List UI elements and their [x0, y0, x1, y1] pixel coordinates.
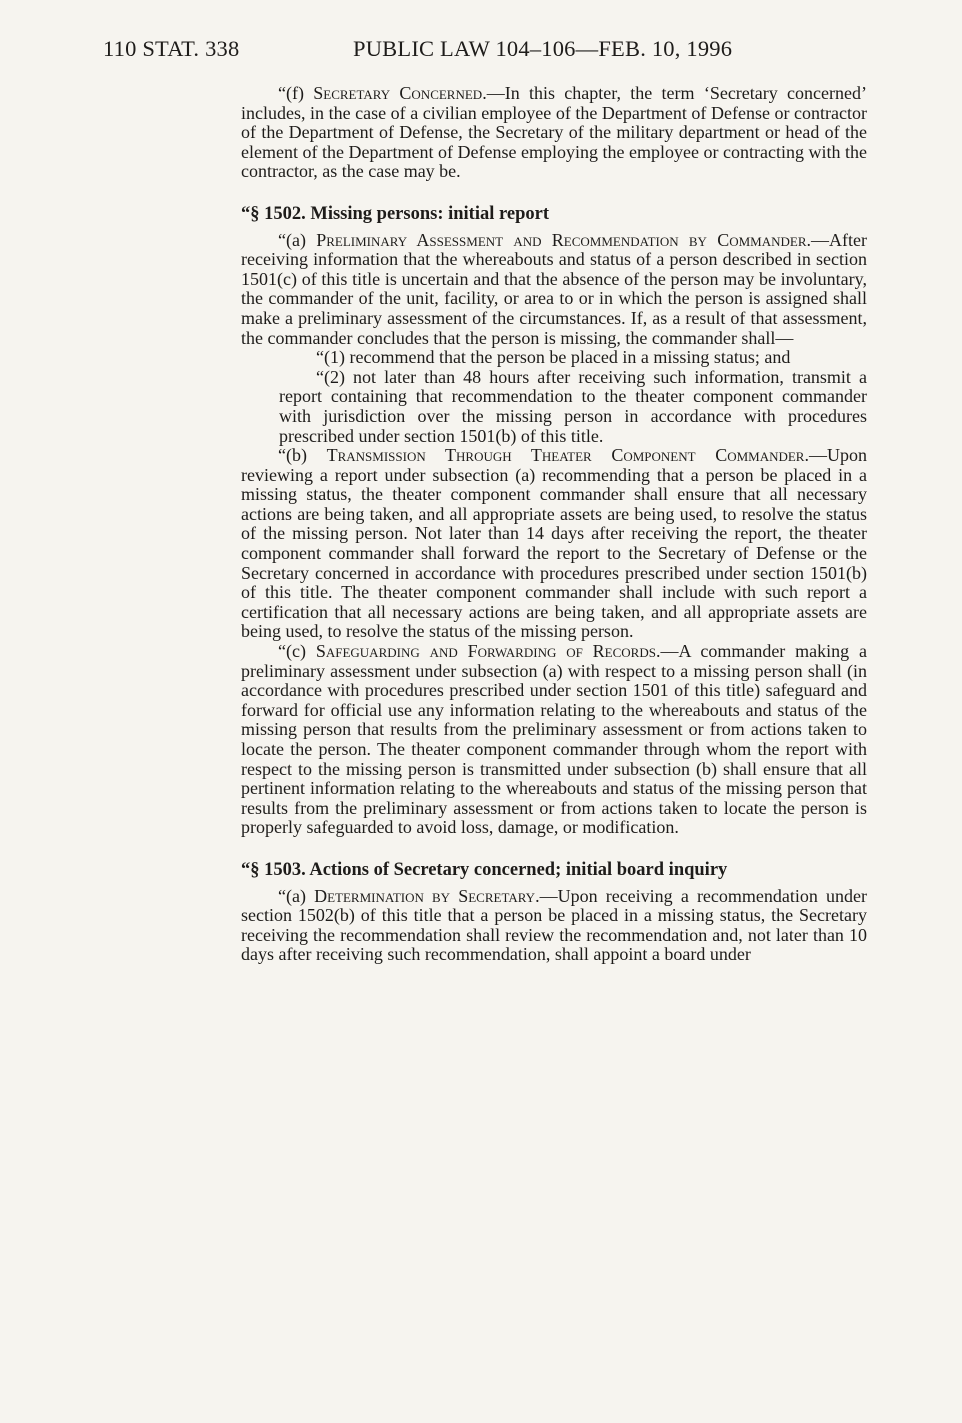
- public-law-title: PUBLIC LAW 104–106—FEB. 10, 1996: [353, 36, 733, 61]
- subparagraph-1502-a-2: “(2) not later than 48 hours after receiving such information, transmit a report containing that recommendation to the theater component commander with jurisdiction over the missing person in accordance with procedures prescribed under section 1501(b) of this title.: [279, 366, 867, 446]
- paragraph-heading: Preliminary Assessment and Recommendation by Commander.: [316, 229, 812, 250]
- paragraph-f-secretary-concerned: [241, 84, 867, 182]
- paragraph-label: “(b): [278, 445, 327, 466]
- paragraph-heading: Secretary Concerned.: [313, 83, 487, 103]
- paragraph-label: “(c): [278, 641, 316, 662]
- section-1503-heading: “§ 1503. Actions of Secretary concerned; initial board inquiry: [241, 859, 728, 880]
- document-body: [241, 84, 867, 965]
- subparagraph-1502-a-1: “(1) recommend that the person be placed in a missing status; and: [316, 347, 791, 368]
- paragraph-heading: Safeguarding and Forwarding of Records.: [315, 641, 661, 662]
- paragraph-text: —Upon reviewing a report under subsection (a) recommending that a person be placed in a missing status, the theater component commander shall ensure that all necessary actions are being taken, and all appropriate assets are being used, to resolve the status of the missing person. Not later than 14 days after receiving the report, the theater component commander shall forward the report to the Secretary of Defense or the Secretary concerned in accordance with procedures prescribed under section 1501(b) of this title. The theater component commander shall include with such report a certification that all necessary actions are being taken, and all appropriate assets are being used, to resolve the status of the missing person.: [241, 445, 867, 642]
- paragraph-text: —A commander making a preliminary assessment under subsection (a) with respect to a missing person shall (in accordance with procedures prescribed under section 1501 of this title) safeguard and forward for official use any information relating to the whereabouts and status of the missing person that results from the preliminary assessment or from actions taken to locate the person. The theater component commander through whom the report with respect to the missing person is transmitted under subsection (b) shall ensure that all pertinent information relating to the whereabouts and status of the missing person that results from the preliminary assessment or from actions taken to locate the person is properly safeguarded to avoid loss, damage, or modification.: [241, 641, 867, 838]
- page-header: [103, 36, 803, 66]
- paragraph-text: —After receiving information that the whereabouts and status of a person described in section 1501(c) of this title is uncertain and that the absence of the person may be involuntary, the commander of the unit, facility, or area to or in which the person is assigned shall make a preliminary assessment of the circumstances. If, as a result of that assessment, the commander concludes that the person is missing, the commander shall—: [241, 229, 867, 348]
- statute-page-number: 110 STAT. 338: [103, 36, 240, 61]
- paragraph-label: “(a): [278, 229, 317, 250]
- paragraph-label: “(a): [278, 885, 315, 906]
- section-1502-heading: “§ 1502. Missing persons: initial report: [241, 203, 549, 224]
- paragraph-1502-a: [241, 231, 867, 349]
- paragraph-heading: Determination by Secretary.: [314, 885, 540, 906]
- subparagraph-list: [241, 348, 867, 446]
- paragraph-1502-c: [241, 642, 867, 838]
- paragraph-1503-a: [241, 887, 867, 965]
- paragraph-heading: Transmission Through Theater Component Commander.: [326, 445, 809, 466]
- paragraph-text: —In this chapter, the term ‘Secretary concerned’ includes, in the case of a civilian employee of the Department of Defense or contractor of the Department of Defense, the Secretary of the military department or head of the element of the Department of Defense employing the employee or contracting with the contractor, as the case may be.: [241, 83, 867, 182]
- paragraph-label: “(f): [278, 83, 314, 103]
- paragraph-text: —Upon receiving a recommendation under section 1502(b) of this title that a person be placed in a missing status, the Secretary receiving the recommendation shall review the recommendation and, not later than 10 days after receiving such recommendation, shall appoint a board under: [241, 885, 868, 965]
- paragraph-1502-b: [241, 446, 867, 642]
